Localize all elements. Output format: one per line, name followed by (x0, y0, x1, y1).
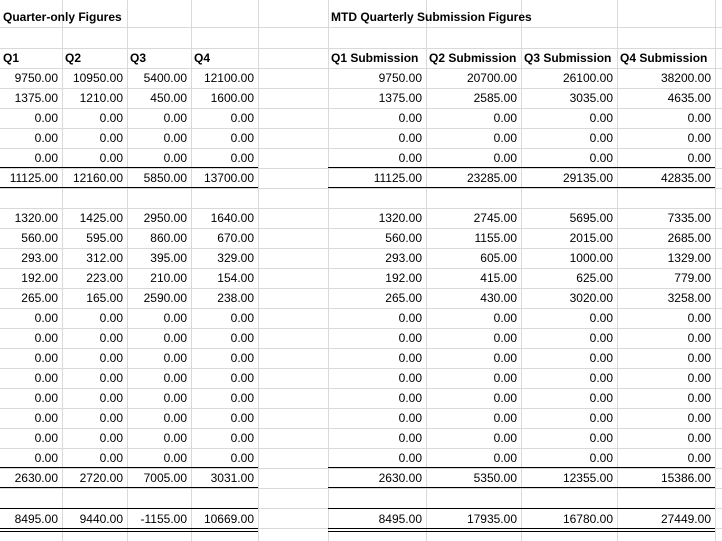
gridline-vertical (715, 0, 716, 541)
value-cell[interactable]: 450.00 (150, 91, 187, 105)
value-cell[interactable]: 12100.00 (203, 71, 254, 85)
value-cell[interactable]: 0.00 (163, 391, 187, 405)
value-cell[interactable]: 0.00 (99, 371, 123, 385)
column-header[interactable]: Q1 Submission (331, 51, 419, 65)
value-cell[interactable]: 0.00 (34, 451, 58, 465)
value-cell[interactable]: 0.00 (34, 151, 58, 165)
value-cell[interactable]: 395.00 (150, 251, 187, 265)
value-cell[interactable]: 0.00 (230, 311, 254, 325)
value-cell[interactable]: 0.00 (230, 391, 254, 405)
value-cell[interactable]: 1640.00 (210, 211, 254, 225)
value-cell[interactable]: 0.00 (99, 131, 123, 145)
column-header[interactable]: Q2 Submission (429, 51, 517, 65)
value-cell[interactable]: 605.00 (480, 251, 517, 265)
value-cell[interactable]: 2745.00 (473, 211, 517, 225)
value-cell[interactable]: 0.00 (230, 111, 254, 125)
value-cell[interactable]: 0.00 (589, 311, 613, 325)
value-cell[interactable]: 1320.00 (14, 211, 58, 225)
total-border (0, 531, 258, 532)
right-section-title[interactable]: MTD Quarterly Submission Figures (331, 10, 532, 24)
value-cell[interactable]: 0.00 (99, 451, 123, 465)
value-cell[interactable]: 265.00 (385, 291, 422, 305)
value-cell[interactable]: 0.00 (99, 111, 123, 125)
value-cell[interactable]: 595.00 (86, 231, 123, 245)
total-cell[interactable]: 5850.00 (143, 171, 187, 185)
net-total-cell[interactable]: 8495.00 (14, 512, 58, 526)
value-cell[interactable]: 0.00 (589, 411, 613, 425)
left-section-title[interactable]: Quarter-only Figures (3, 10, 122, 24)
value-cell[interactable]: 4635.00 (667, 91, 711, 105)
total-cell[interactable]: 7005.00 (143, 471, 187, 485)
value-cell[interactable]: 0.00 (163, 411, 187, 425)
value-cell[interactable]: 10950.00 (72, 71, 123, 85)
value-cell[interactable]: 0.00 (493, 311, 517, 325)
value-cell[interactable]: 0.00 (163, 431, 187, 445)
value-cell[interactable]: 3035.00 (569, 91, 613, 105)
value-cell[interactable]: 0.00 (493, 351, 517, 365)
value-cell[interactable]: 0.00 (99, 391, 123, 405)
value-cell[interactable]: 0.00 (589, 451, 613, 465)
value-cell[interactable]: 0.00 (230, 411, 254, 425)
value-cell[interactable]: 0.00 (163, 371, 187, 385)
value-cell[interactable]: 0.00 (493, 411, 517, 425)
total-cell[interactable]: 13700.00 (203, 171, 254, 185)
value-cell[interactable]: 0.00 (230, 431, 254, 445)
value-cell[interactable]: 210.00 (150, 271, 187, 285)
value-cell[interactable]: 625.00 (576, 271, 613, 285)
value-cell[interactable]: 779.00 (674, 271, 711, 285)
value-cell[interactable]: 0.00 (398, 131, 422, 145)
value-cell[interactable]: 3020.00 (569, 291, 613, 305)
net-total-cell[interactable]: 8495.00 (378, 512, 422, 526)
value-cell[interactable]: 0.00 (34, 391, 58, 405)
total-cell[interactable]: 29135.00 (562, 171, 613, 185)
value-cell[interactable]: 0.00 (99, 351, 123, 365)
value-cell[interactable]: 0.00 (230, 451, 254, 465)
total-border (328, 531, 715, 532)
value-cell[interactable]: 312.00 (86, 251, 123, 265)
value-cell[interactable]: 560.00 (21, 231, 58, 245)
value-cell[interactable]: 0.00 (589, 351, 613, 365)
value-cell[interactable]: 0.00 (230, 371, 254, 385)
column-header[interactable]: Q4 Submission (620, 51, 708, 65)
value-cell[interactable]: 0.00 (163, 451, 187, 465)
column-header[interactable]: Q1 (3, 51, 20, 65)
gridline-horizontal (0, 27, 722, 28)
value-cell[interactable]: 1329.00 (667, 251, 711, 265)
value-cell[interactable]: 0.00 (493, 131, 517, 145)
value-cell[interactable]: 223.00 (86, 271, 123, 285)
value-cell[interactable]: 0.00 (589, 151, 613, 165)
value-cell[interactable]: 0.00 (398, 391, 422, 405)
value-cell[interactable]: 2950.00 (143, 211, 187, 225)
value-cell[interactable]: 165.00 (86, 291, 123, 305)
value-cell[interactable]: 2585.00 (473, 91, 517, 105)
value-cell[interactable]: 0.00 (589, 371, 613, 385)
value-cell[interactable]: 670.00 (217, 231, 254, 245)
total-cell[interactable]: 5350.00 (473, 471, 517, 485)
value-cell[interactable]: 1000.00 (569, 251, 613, 265)
value-cell[interactable]: 0.00 (163, 111, 187, 125)
value-cell[interactable]: 0.00 (34, 371, 58, 385)
value-cell[interactable]: 26100.00 (562, 71, 613, 85)
value-cell[interactable]: 2015.00 (569, 231, 613, 245)
total-cell[interactable]: 42835.00 (660, 171, 711, 185)
value-cell[interactable]: 0.00 (687, 151, 711, 165)
value-cell[interactable]: 0.00 (687, 111, 711, 125)
value-cell[interactable]: 0.00 (589, 131, 613, 145)
total-cell[interactable]: 2630.00 (14, 471, 58, 485)
value-cell[interactable]: 0.00 (687, 351, 711, 365)
value-cell[interactable]: 0.00 (589, 391, 613, 405)
value-cell[interactable]: 0.00 (99, 331, 123, 345)
value-cell[interactable]: 5695.00 (569, 211, 613, 225)
value-cell[interactable]: 0.00 (493, 451, 517, 465)
value-cell[interactable]: 0.00 (493, 371, 517, 385)
gridline-vertical (258, 0, 259, 541)
value-cell[interactable]: 0.00 (398, 151, 422, 165)
column-header[interactable]: Q3 Submission (524, 51, 612, 65)
value-cell[interactable]: 154.00 (217, 271, 254, 285)
value-cell[interactable]: 1600.00 (210, 91, 254, 105)
value-cell[interactable]: 2590.00 (143, 291, 187, 305)
total-cell[interactable]: 23285.00 (466, 171, 517, 185)
value-cell[interactable]: 0.00 (589, 331, 613, 345)
net-total-cell[interactable]: -1155.00 (140, 512, 187, 526)
value-cell[interactable]: 0.00 (163, 131, 187, 145)
value-cell[interactable]: 0.00 (99, 411, 123, 425)
value-cell[interactable]: 0.00 (230, 351, 254, 365)
total-cell[interactable]: 3031.00 (210, 471, 254, 485)
value-cell[interactable]: 0.00 (163, 311, 187, 325)
value-cell[interactable]: 238.00 (217, 291, 254, 305)
value-cell[interactable]: 0.00 (687, 311, 711, 325)
column-header[interactable]: Q2 (65, 51, 82, 65)
value-cell[interactable]: 0.00 (493, 151, 517, 165)
value-cell[interactable]: 0.00 (34, 311, 58, 325)
value-cell[interactable]: 415.00 (480, 271, 517, 285)
net-total-cell[interactable]: 27449.00 (660, 512, 711, 526)
value-cell[interactable]: 0.00 (589, 431, 613, 445)
value-cell[interactable]: 0.00 (493, 111, 517, 125)
value-cell[interactable]: 0.00 (687, 431, 711, 445)
value-cell[interactable]: 0.00 (163, 351, 187, 365)
value-cell[interactable]: 329.00 (217, 251, 254, 265)
value-cell[interactable]: 0.00 (687, 131, 711, 145)
value-cell[interactable]: 0.00 (230, 151, 254, 165)
net-total-cell[interactable]: 17935.00 (466, 512, 517, 526)
value-cell[interactable]: 265.00 (21, 291, 58, 305)
value-cell[interactable]: 0.00 (398, 371, 422, 385)
value-cell[interactable]: 0.00 (99, 431, 123, 445)
value-cell[interactable]: 0.00 (687, 451, 711, 465)
value-cell[interactable]: 1375.00 (14, 91, 58, 105)
value-cell[interactable]: 9750.00 (378, 71, 422, 85)
value-cell[interactable]: 1210.00 (79, 91, 123, 105)
value-cell[interactable]: 293.00 (21, 251, 58, 265)
total-cell[interactable]: 12355.00 (562, 471, 613, 485)
value-cell[interactable]: 0.00 (99, 311, 123, 325)
value-cell[interactable]: 1320.00 (378, 211, 422, 225)
value-cell[interactable]: 430.00 (480, 291, 517, 305)
net-total-cell[interactable]: 10669.00 (203, 512, 254, 526)
total-cell[interactable]: 15386.00 (660, 471, 711, 485)
total-cell[interactable]: 12160.00 (72, 171, 123, 185)
value-cell[interactable]: 0.00 (398, 411, 422, 425)
value-cell[interactable]: 0.00 (398, 331, 422, 345)
value-cell[interactable]: 192.00 (21, 271, 58, 285)
value-cell[interactable]: 0.00 (230, 331, 254, 345)
value-cell[interactable]: 7335.00 (667, 211, 711, 225)
value-cell[interactable]: 192.00 (385, 271, 422, 285)
total-cell[interactable]: 11125.00 (9, 171, 58, 185)
column-header[interactable]: Q4 (194, 51, 211, 65)
value-cell[interactable]: 0.00 (398, 311, 422, 325)
value-cell[interactable]: 5400.00 (143, 71, 187, 85)
value-cell[interactable]: 0.00 (34, 331, 58, 345)
net-total-cell[interactable]: 9440.00 (79, 512, 123, 526)
value-cell[interactable]: 0.00 (589, 111, 613, 125)
value-cell[interactable]: 1425.00 (79, 211, 123, 225)
value-cell[interactable]: 2685.00 (667, 231, 711, 245)
value-cell[interactable]: 0.00 (687, 371, 711, 385)
value-cell[interactable]: 0.00 (163, 151, 187, 165)
value-cell[interactable]: 0.00 (163, 331, 187, 345)
value-cell[interactable]: 38200.00 (660, 71, 711, 85)
value-cell[interactable]: 9750.00 (14, 71, 58, 85)
value-cell[interactable]: 0.00 (398, 431, 422, 445)
value-cell[interactable]: 1375.00 (378, 91, 422, 105)
value-cell[interactable]: 1155.00 (474, 231, 517, 245)
total-cell[interactable]: 2720.00 (79, 471, 123, 485)
value-cell[interactable]: 0.00 (687, 391, 711, 405)
value-cell[interactable]: 0.00 (230, 131, 254, 145)
value-cell[interactable]: 0.00 (398, 451, 422, 465)
gridline-horizontal (0, 188, 722, 189)
value-cell[interactable]: 0.00 (687, 331, 711, 345)
value-cell[interactable]: 0.00 (34, 111, 58, 125)
value-cell[interactable]: 0.00 (34, 411, 58, 425)
value-cell[interactable]: 0.00 (99, 151, 123, 165)
value-cell[interactable]: 293.00 (385, 251, 422, 265)
value-cell[interactable]: 0.00 (34, 351, 58, 365)
value-cell[interactable]: 0.00 (493, 331, 517, 345)
net-total-cell[interactable]: 16780.00 (562, 512, 613, 526)
value-cell[interactable]: 560.00 (385, 231, 422, 245)
value-cell[interactable]: 0.00 (34, 431, 58, 445)
value-cell[interactable]: 0.00 (398, 351, 422, 365)
value-cell[interactable]: 20700.00 (466, 71, 517, 85)
value-cell[interactable]: 0.00 (398, 111, 422, 125)
total-cell[interactable]: 2630.00 (378, 471, 422, 485)
value-cell[interactable]: 860.00 (150, 231, 187, 245)
value-cell[interactable]: 3258.00 (667, 291, 711, 305)
total-cell[interactable]: 11125.00 (373, 171, 422, 185)
value-cell[interactable]: 0.00 (687, 411, 711, 425)
column-header[interactable]: Q3 (130, 51, 147, 65)
value-cell[interactable]: 0.00 (34, 131, 58, 145)
value-cell[interactable]: 0.00 (493, 431, 517, 445)
gridline-horizontal (0, 488, 722, 489)
value-cell[interactable]: 0.00 (493, 391, 517, 405)
